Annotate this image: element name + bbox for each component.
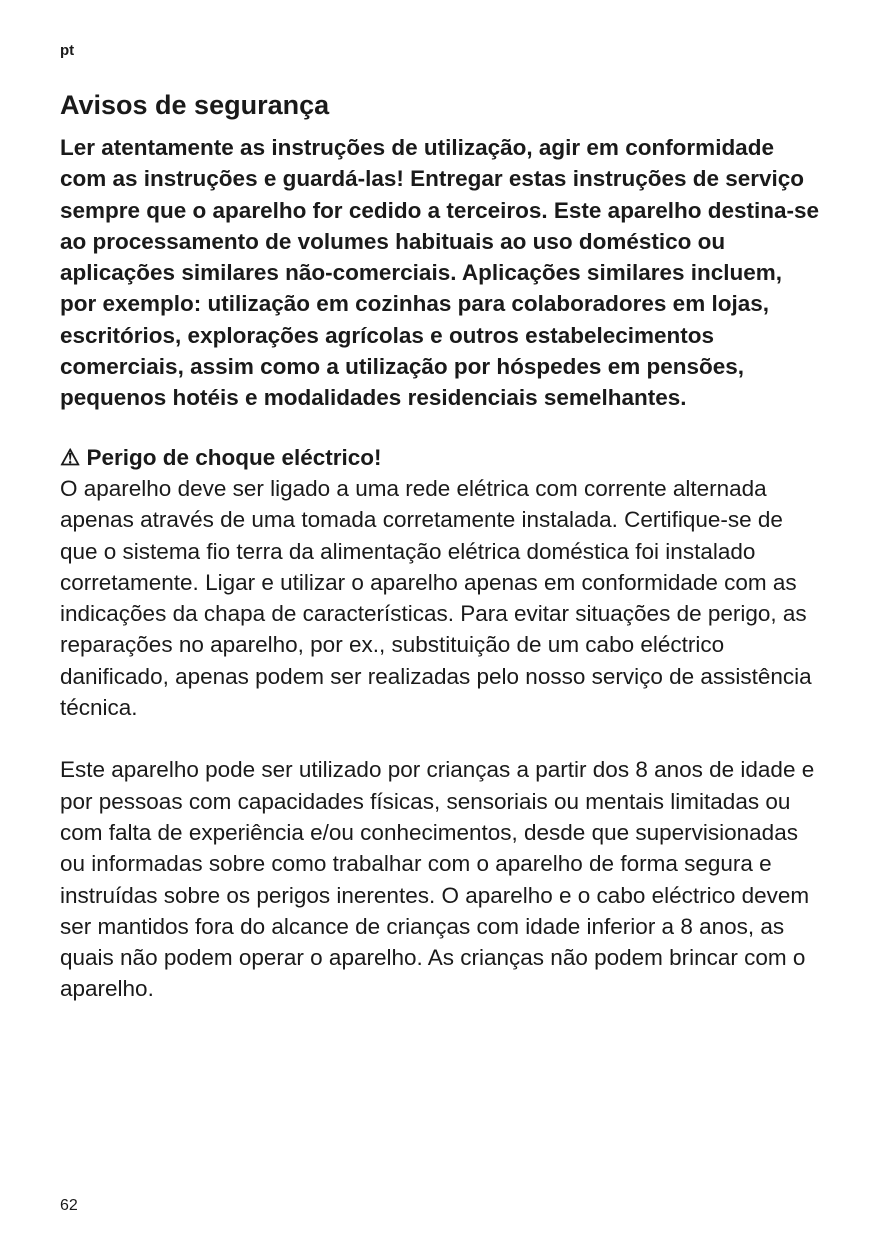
safety-section xyxy=(60,88,820,1005)
warning-heading xyxy=(60,442,820,473)
intro-paragraph: Ler atentamente as instruções de utilização, agir em conformidade com as instruções e guardá-las! Entregar estas instruções de serviço sempre que o aparelho for cedido a terceiros. Este aparelho destina-se ao processamento de volumes habituais ao uso doméstico ou aplicações similares não-comerciais. Aplicações similares incluem, por exemplo: utilização em cozinhas para colaboradores em lojas, escritórios, explorações agrícolas e outros estabelecimentos comerciais, assim como a utilização por hóspedes em pensões, pequenos hotéis e modalidades residenciais semelhantes. xyxy=(60,135,820,411)
section-title: Avisos de segurança xyxy=(60,90,330,120)
page-number: 62 xyxy=(60,1197,78,1214)
language-tag: pt xyxy=(60,42,75,59)
warning-icon: ⚠ xyxy=(60,444,81,470)
paragraph-electric-shock: O aparelho deve ser ligado a uma rede elétrica com corrente alternada apenas através de uma tomada corretamente instalada. Certifique-se de que o sistema fio terra da alimentação elétrica doméstica foi instalado corretamente. Ligar e utilizar o aparelho apenas em conformidade com as indicações da chapa de características. Para evitar situações de perigo, as reparações no aparelho, por ex., substituição de um cabo eléctrico danificado, apenas podem ser realizadas pelo nosso serviço de assistência técnica. xyxy=(60,475,812,721)
warning-title: Perigo de choque eléctrico! xyxy=(86,444,382,470)
paragraph-children: Este aparelho pode ser utilizado por crianças a partir dos 8 anos de idade e por pessoas com capacidades físicas, sensoriais ou mentais limitadas ou com falta de experiência e/ou conhecimentos, desde que supervisionadas ou informadas sobre como trabalhar com o aparelho de forma segura e instruídas sobre os perigos inerentes. O aparelho e o cabo eléctrico devem ser mantidos fora do alcance de crianças com idade inferior a 8 anos, as quais não podem operar o aparelho. As crianças não podem brincar com o aparelho. xyxy=(60,757,815,1002)
